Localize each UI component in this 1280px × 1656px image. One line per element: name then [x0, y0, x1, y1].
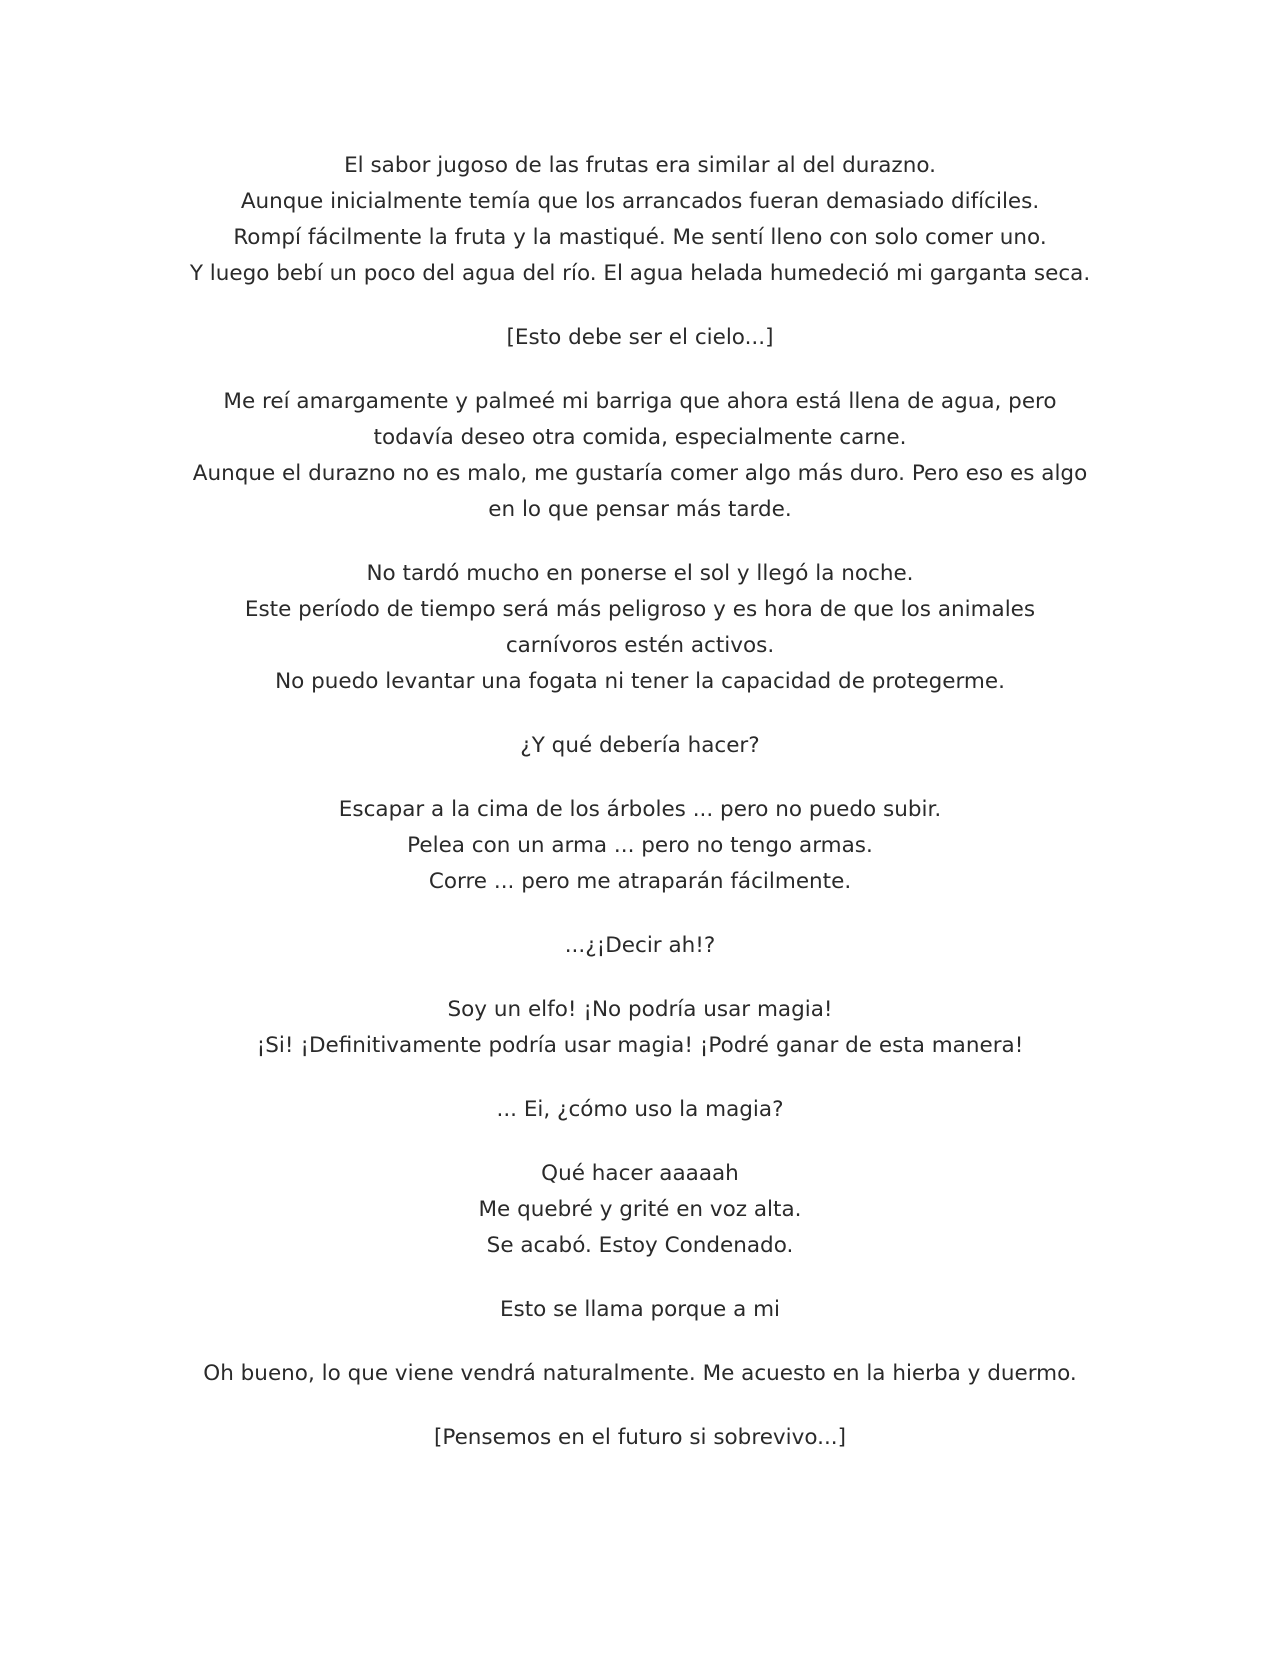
text-line: Soy un elfo! ¡No podría usar magia! [447, 997, 833, 1022]
paragraph [150, 1092, 1130, 1128]
paragraph [150, 1292, 1130, 1328]
text-line: ¿Y qué debería hacer? [520, 733, 760, 758]
text-line: No puedo levantar una fogata ni tener la capacidad de protegerme. [275, 669, 1005, 694]
paragraph [150, 728, 1130, 764]
text-line: carnívoros estén activos. [505, 633, 775, 658]
text-line: Y luego bebí un poco del agua del río. El agua helada humedeció mi garganta seca. [189, 261, 1091, 286]
text-line: Esto se llama porque a mi [499, 1297, 781, 1322]
paragraph [150, 384, 1130, 528]
text-line: Qué hacer aaaaah [541, 1161, 739, 1186]
text-line: Escapar a la cima de los árboles ... pero no puedo subir. [338, 797, 942, 822]
text-line: Oh bueno, lo que viene vendrá naturalmente. Me acuesto en la hierba y duermo. [203, 1361, 1077, 1386]
paragraph [150, 792, 1130, 900]
text-line: ¡Si! ¡Definitivamente podría usar magia! ¡Podré ganar de esta manera! [256, 1033, 1024, 1058]
text-line: Me reí amargamente y palmeé mi barriga que ahora está llena de agua, pero [223, 389, 1057, 414]
text-line: Me quebré y grité en voz alta. [478, 1197, 802, 1222]
paragraph [150, 556, 1130, 700]
text-line: Corre ... pero me atraparán fácilmente. [428, 869, 852, 894]
text-line: en lo que pensar más tarde. [488, 497, 792, 522]
text-line: todavía deseo otra comida, especialmente carne. [373, 425, 907, 450]
text-line: El sabor jugoso de las frutas era similar al del durazno. [344, 153, 936, 178]
text-line: Se acabó. Estoy Condenado. [486, 1233, 794, 1258]
text-line: Este período de tiempo será más peligroso y es hora de que los animales [244, 597, 1036, 622]
paragraph [150, 148, 1130, 292]
text-line: [Esto debe ser el cielo...] [506, 325, 774, 350]
paragraph [150, 992, 1130, 1064]
text-line: Pelea con un arma ... pero no tengo armas. [407, 833, 873, 858]
paragraph [150, 1420, 1130, 1456]
text-line: ... Ei, ¿cómo uso la magia? [496, 1097, 784, 1122]
text-line: [Pensemos en el futuro si sobrevivo...] [433, 1425, 847, 1450]
text-line: Aunque el durazno no es malo, me gustaría comer algo más duro. Pero eso es algo [192, 461, 1088, 486]
paragraph [150, 1156, 1130, 1264]
paragraph [150, 320, 1130, 356]
story-text [150, 148, 1130, 1484]
text-line: No tardó mucho en ponerse el sol y llegó la noche. [366, 561, 914, 586]
paragraph [150, 928, 1130, 964]
text-line: ...¿¡Decir ah!? [564, 933, 716, 958]
paragraph [150, 1356, 1130, 1392]
text-line: Rompí fácilmente la fruta y la mastiqué. Me sentí lleno con solo comer uno. [233, 225, 1047, 250]
text-line: Aunque inicialmente temía que los arrancados fueran demasiado difíciles. [240, 189, 1040, 214]
